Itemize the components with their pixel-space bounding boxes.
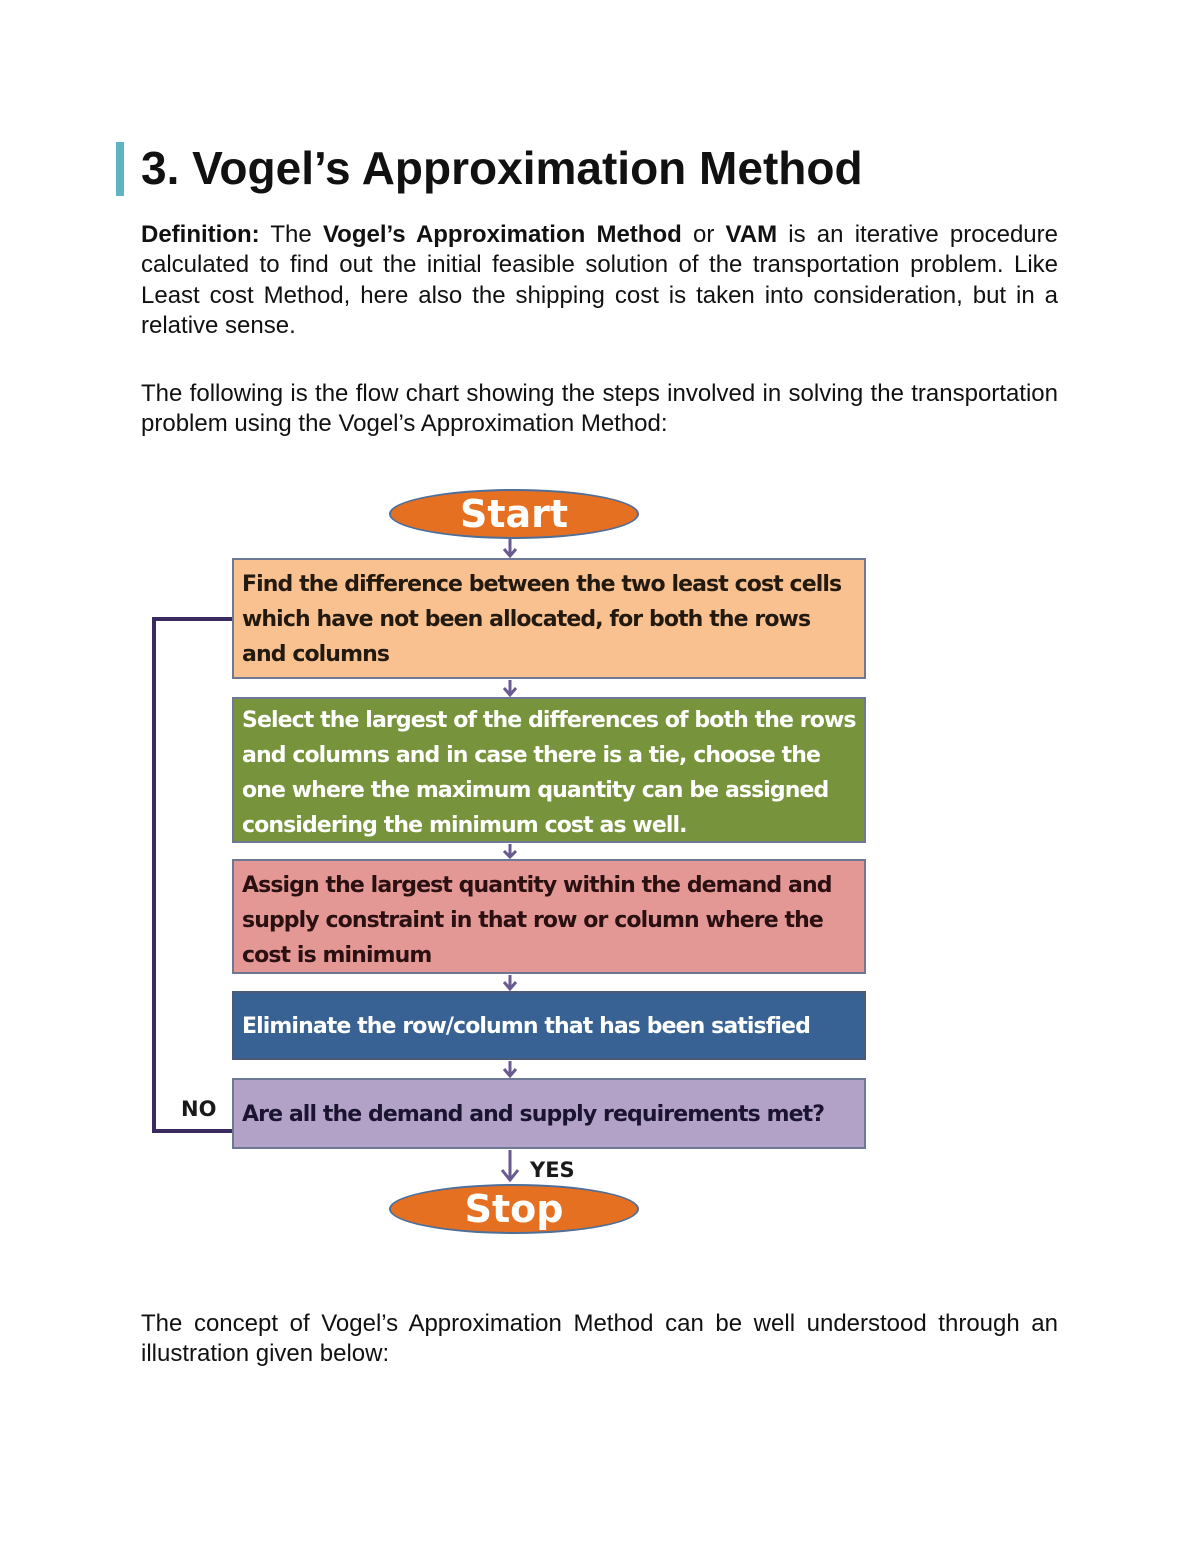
step-find-differences: Find the difference between the two least cost cells which have not been allocated, for both the rows and columns: [232, 558, 866, 679]
stop-terminal: Stop: [389, 1184, 639, 1234]
definition-abbr: VAM: [725, 221, 778, 248]
definition-text-2: or: [681, 221, 726, 248]
definition-term: Vogel’s Approximation Method: [322, 221, 682, 248]
start-terminal: Start: [389, 489, 639, 539]
step-assign-quantity: Assign the largest quantity within the demand and supply constraint in that row or column where the cost is minimum: [232, 859, 866, 974]
outro-paragraph: The concept of Vogel’s Approximation Method can be well understood through an illustration given below:: [141, 1310, 1058, 1368]
intro-paragraph: The following is the flow chart showing the steps involved in solving the transportation problem using the Vogel’s Approximation Method:: [141, 380, 1058, 438]
definition-label: Definition:: [141, 221, 260, 248]
definition-text-1: The: [259, 221, 323, 248]
loop-back-line: [154, 619, 232, 1131]
yes-branch-label: YES: [530, 1158, 575, 1182]
definition-text-3: is an iterative procedure calculated to find out the initial feasible solution of the transportation problem. Like Least cost Method, here also the shipping cost is taken into consideration, but in a relative sense.: [141, 221, 1058, 339]
step-eliminate-row-column: Eliminate the row/column that has been satisfied: [232, 991, 866, 1060]
decision-requirements-met: Are all the demand and supply requirements met?: [232, 1078, 866, 1149]
no-branch-label: NO: [181, 1097, 217, 1121]
page-title: 3. Vogel’s Approximation Method: [141, 142, 863, 194]
step-select-largest-difference: Select the largest of the differences of both the rows and columns and in case there is a tie, choose the one where the maximum quantity can be assigned considering the minimum cost as well.: [232, 697, 866, 843]
